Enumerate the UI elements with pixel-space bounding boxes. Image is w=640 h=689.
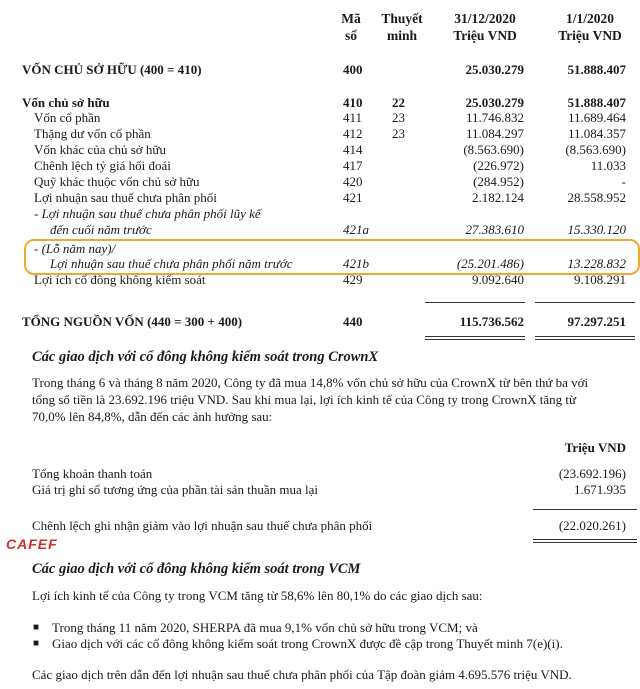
divider: [425, 302, 525, 303]
row-label: Vốn chủ sở hữu: [22, 95, 110, 110]
row-value-2020: (25.201.486): [456, 256, 524, 271]
row-value-2019: 97.297.251: [567, 314, 626, 329]
row-code: 400: [343, 62, 363, 77]
table-row: [0, 110, 640, 125]
section-title-vcm: Các giao dịch với cổ đông không kiểm soát trong VCM: [32, 561, 361, 577]
divider: [535, 302, 635, 303]
row-value-2019: 11.689.464: [567, 110, 626, 125]
row-value-2020: 27.383.610: [465, 222, 524, 237]
row-label: Vốn khác của chủ sở hữu: [34, 142, 166, 157]
crownx-row-label: Giá trị ghi sổ tương ứng của phần tài sản thuần mua lại: [32, 482, 318, 497]
row-code: 410: [343, 95, 363, 110]
divider: [533, 542, 637, 543]
row-code: 421a: [343, 222, 369, 237]
bullet-text: Giao dịch với các cổ đông không kiểm soát trong CrownX được đề cập trong Thuyết minh 7(e)(i).: [52, 636, 563, 651]
row-label: Thặng dư vốn cổ phần: [34, 126, 151, 141]
row-value-2020: (8.563.690): [463, 142, 524, 157]
row-note: 22: [392, 95, 405, 110]
bullet-icon: ■: [33, 638, 40, 649]
row-value-2019: -: [621, 174, 626, 189]
total-row: [0, 314, 640, 329]
row-value-2020: (226.972): [473, 158, 524, 173]
header-code: [336, 10, 366, 44]
row-label: - Lợi nhuận sau thuế chưa phân phối lũy kế: [34, 206, 261, 221]
row-label: TỔNG NGUỒN VỐN (440 = 300 + 400): [22, 314, 243, 329]
header-note: [374, 10, 430, 44]
row-value-2019: 13.228.832: [567, 256, 626, 271]
header-note-text: Thuyết minh: [381, 11, 423, 43]
divider: [533, 509, 637, 510]
row-label: VỐN CHỦ SỞ HỮU (400 = 410): [22, 62, 202, 77]
table-row: [0, 126, 640, 141]
bullet-icon: ■: [33, 622, 40, 633]
row-code: 411: [343, 110, 363, 125]
paragraph-line: 70,0% lên 84,8%, dẫn đến các ảnh hưởng sau:: [32, 409, 273, 424]
row-value-2019: 9.108.291: [574, 272, 626, 287]
header-col2-text: 1/1/2020 Triệu VND: [558, 11, 622, 43]
row-label: Lợi ích cổ đông không kiểm soát: [34, 272, 206, 287]
row-code: 421b: [343, 256, 369, 271]
row-value-2019: 28.558.952: [567, 190, 626, 205]
unit-label: Triệu VND: [564, 440, 626, 455]
header-col1: [440, 10, 530, 44]
row-value-2019: 11.084.357: [567, 126, 626, 141]
equity-row: [0, 95, 640, 110]
row-code: 429: [343, 272, 363, 287]
crownx-row-label: Chênh lệch ghi nhận giảm vào lợi nhuận sau thuế chưa phân phối: [32, 518, 373, 533]
row-value-2020: 11.084.297: [465, 126, 524, 141]
row-note: 23: [392, 110, 405, 125]
row-value-2020: (284.952): [473, 174, 524, 189]
row-label: đến cuối năm trước: [50, 222, 152, 237]
row-label: Vốn cổ phần: [34, 110, 101, 125]
crownx-row-label: Tổng khoản thanh toán: [32, 466, 153, 481]
crownx-row-value: (23.692.196): [558, 466, 626, 481]
row-value-2019: (8.563.690): [565, 142, 626, 157]
divider: [425, 339, 525, 340]
conclusion-text: Các giao dịch trên dẫn đến lợi nhuận sau thuế chưa phân phối của Tập đoàn giảm 4.695.576 triệu VND.: [32, 667, 572, 682]
table-row: [0, 158, 640, 173]
cafef-logo: CAFEF: [6, 536, 58, 552]
row-code: 412: [343, 126, 363, 141]
row-value-2020: 25.030.279: [465, 95, 524, 110]
row-label: Quỹ khác thuộc vốn chủ sở hữu: [34, 174, 200, 189]
row-code: 420: [343, 174, 363, 189]
row-code: 417: [343, 158, 363, 173]
sub-row-421b-line1: [0, 241, 640, 256]
row-label: Lợi nhuận sau thuế chưa phân phối: [34, 190, 217, 205]
row-value-2019: 15.330.120: [567, 222, 626, 237]
section-title-crownx: Các giao dịch với cổ đông không kiểm soát trong CrownX: [32, 349, 379, 365]
table-row: [0, 174, 640, 189]
row-value-2019: 51.888.407: [567, 62, 626, 77]
header-col2: [545, 10, 635, 44]
row-value-2020: 2.182.124: [472, 190, 524, 205]
row-value-2019: 51.888.407: [567, 95, 626, 110]
header-code-text: Mã số: [341, 11, 361, 43]
row-code: 421: [343, 190, 363, 205]
sub-row-421a: [0, 222, 640, 237]
divider: [533, 539, 637, 540]
crownx-row-value: (22.020.261): [558, 518, 626, 533]
row-value-2020: 9.092.640: [472, 272, 524, 287]
row-code: 440: [343, 314, 363, 329]
table-row: [0, 190, 640, 205]
table-row: [0, 142, 640, 157]
header-col1-text: 31/12/2020 Triệu VND: [453, 11, 517, 43]
paragraph-line: tổng số tiền là 23.692.196 triệu VND. Sau khi mua lại, lợi ích kinh tế của Công ty trong CrownX tăng từ: [32, 392, 577, 407]
equity-total-row: [0, 62, 640, 77]
row-value-2019: 11.033: [590, 158, 626, 173]
sub-row-421b: [0, 256, 640, 271]
divider: [535, 339, 635, 340]
minority-row: [0, 272, 640, 287]
divider: [535, 336, 635, 337]
row-value-2020: 115.736.562: [459, 314, 524, 329]
divider: [425, 336, 525, 337]
row-code: 414: [343, 142, 363, 157]
row-label: Lợi nhuận sau thuế chưa phân phối năm trước: [50, 256, 293, 271]
paragraph-line: Trong tháng 6 và tháng 8 năm 2020, Công ty đã mua 14,8% vốn chủ sở hữu của CrownX từ bên thứ ba với: [32, 375, 589, 390]
bullet-text: Trong tháng 11 năm 2020, SHERPA đã mua 9,1% vốn chủ sở hữu trong VCM; và: [52, 620, 478, 635]
crownx-row-value: 1.671.935: [574, 482, 626, 497]
row-value-2020: 11.746.832: [465, 110, 524, 125]
row-label: Chênh lệch tỷ giá hối đoái: [34, 158, 171, 173]
row-value-2020: 25.030.279: [465, 62, 524, 77]
paragraph-line: Lợi ích kinh tế của Công ty trong VCM tăng từ 58,6% lên 80,1% do các giao dịch sau:: [32, 588, 483, 603]
row-note: 23: [392, 126, 405, 141]
row-label: - (Lỗ năm nay)/: [34, 241, 116, 256]
sub-row-421a-line1: [0, 206, 640, 221]
